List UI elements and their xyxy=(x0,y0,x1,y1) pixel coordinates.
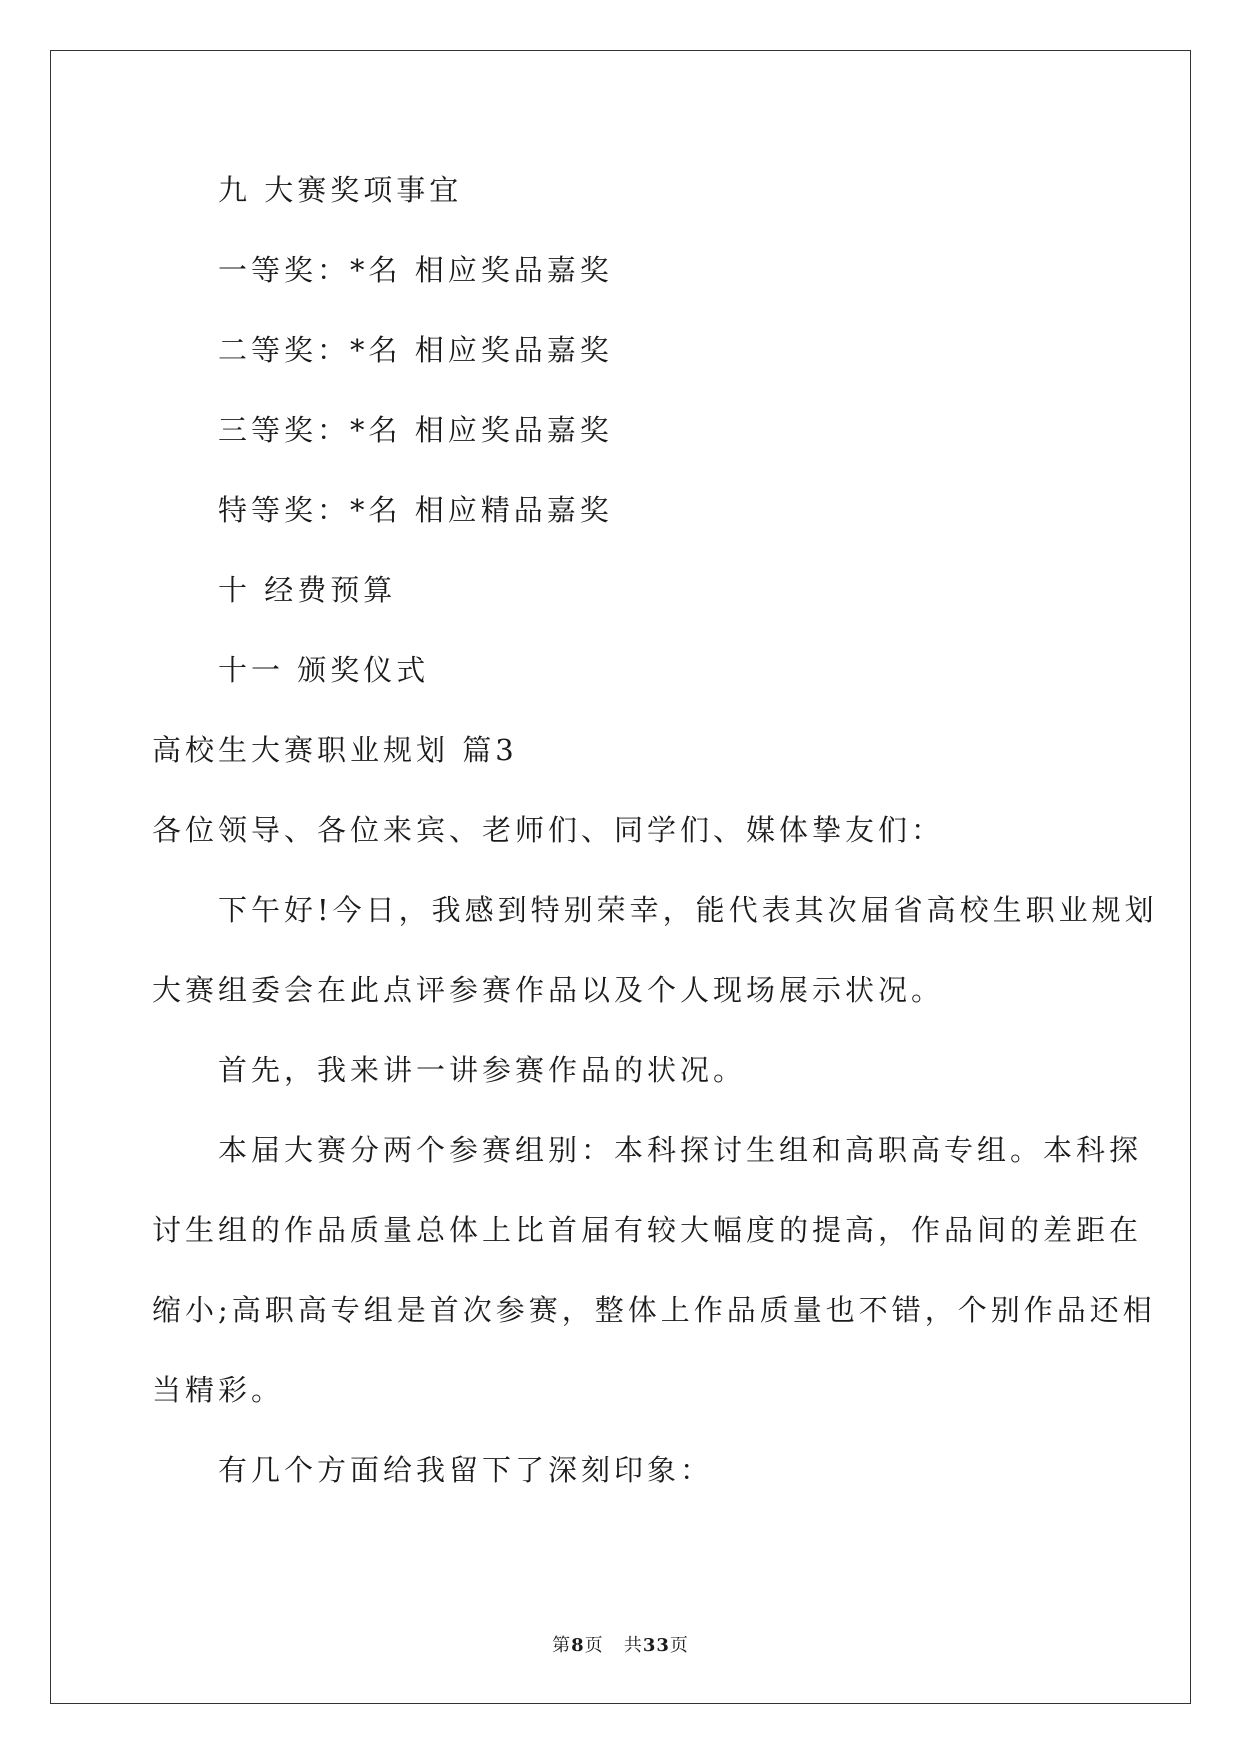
article-title: 高校生大赛职业规划 篇3 xyxy=(152,733,518,767)
footer-page-suffix: 页 xyxy=(584,1635,604,1656)
award-special-prize: 特等奖：*名 相应精品嘉奖 xyxy=(218,493,613,527)
section-heading-awards: 九 大赛奖项事宜 xyxy=(218,173,463,207)
footer-prefix: 第 xyxy=(552,1635,572,1656)
award-second-prize: 二等奖：*名 相应奖品嘉奖 xyxy=(218,333,613,367)
paragraph-line: 本届大赛分两个参赛组别：本科探讨生组和高职高专组。本科探 xyxy=(218,1133,1143,1167)
footer-total-suffix: 页 xyxy=(669,1635,689,1656)
footer-total-pages: 33 xyxy=(642,1635,670,1656)
salutation: 各位领导、各位来宾、老师们、同学们、媒体挚友们： xyxy=(152,813,945,847)
section-heading-budget: 十 经费预算 xyxy=(218,573,397,607)
award-third-prize: 三等奖：*名 相应奖品嘉奖 xyxy=(218,413,613,447)
footer-page-number: 8 xyxy=(571,1635,585,1656)
paragraph-line: 讨生组的作品质量总体上比首届有较大幅度的提高，作品间的差距在 xyxy=(152,1213,1143,1247)
paragraph-line: 下午好!今日，我感到特别荣幸，能代表其次届省高校生职业规划 xyxy=(218,893,1158,927)
page-footer xyxy=(0,1634,1241,1658)
paragraph-line: 缩小;高职高专组是首次参赛，整体上作品质量也不错，个别作品还相 xyxy=(152,1293,1156,1327)
paragraph-line: 首先，我来讲一讲参赛作品的状况。 xyxy=(218,1053,747,1087)
section-heading-ceremony: 十一 颁奖仪式 xyxy=(218,653,430,687)
award-first-prize: 一等奖：*名 相应奖品嘉奖 xyxy=(218,253,613,287)
paragraph-line: 当精彩。 xyxy=(152,1373,285,1407)
paragraph-line: 有几个方面给我留下了深刻印象： xyxy=(218,1453,714,1487)
paragraph-line: 大赛组委会在此点评参赛作品以及个人现场展示状况。 xyxy=(152,973,945,1007)
footer-total-prefix: 共 xyxy=(623,1635,643,1656)
